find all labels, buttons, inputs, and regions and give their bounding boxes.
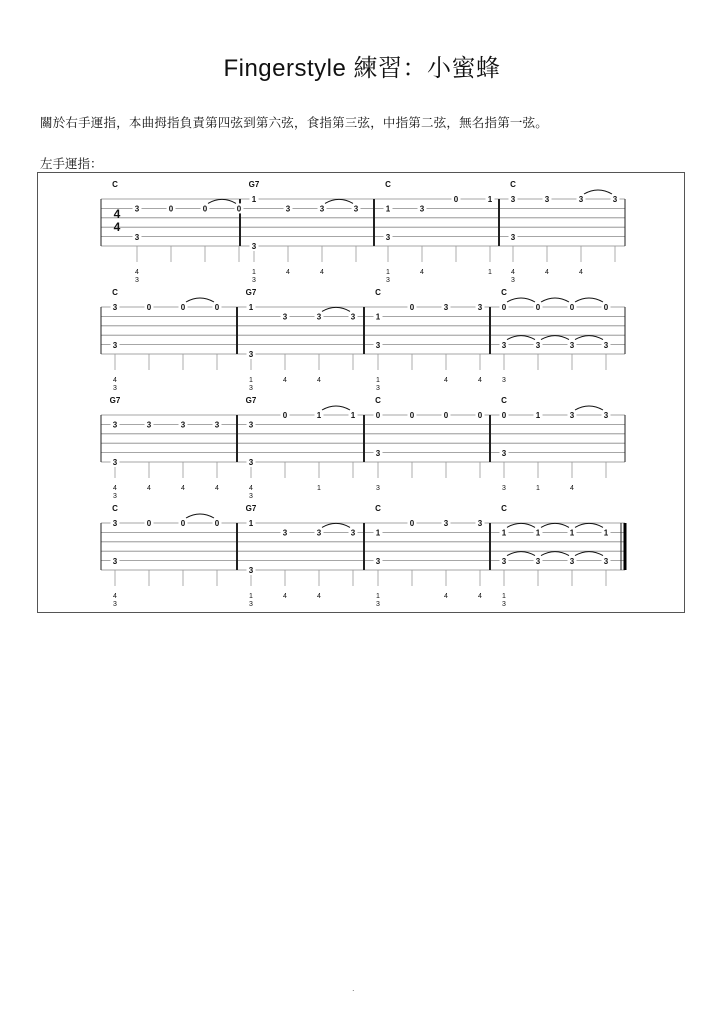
fret-number: 3: [443, 519, 449, 529]
left-hand-finger: 3: [376, 601, 380, 608]
fret-number: 0: [535, 303, 541, 313]
fret-number: 3: [578, 195, 584, 205]
fret-number: 3: [112, 519, 118, 529]
left-hand-finger: 3: [113, 493, 117, 500]
left-hand-finger: 3: [502, 377, 506, 384]
left-hand-finger: 1: [502, 593, 506, 600]
left-hand-finger: 4: [570, 485, 574, 492]
fret-number: 1: [501, 528, 507, 538]
tie-arc: [584, 190, 612, 194]
tie-arc: [541, 336, 569, 340]
left-hand-finger: 3: [113, 601, 117, 608]
fret-number: 1: [316, 411, 322, 421]
fret-number: 0: [603, 303, 609, 313]
fret-number: 3: [603, 340, 609, 350]
fret-number: 0: [180, 303, 186, 313]
left-hand-finger: 4: [444, 377, 448, 384]
tie-arc: [575, 523, 603, 527]
left-hand-finger: 4: [249, 485, 253, 492]
chord-name: C: [385, 180, 391, 189]
left-hand-finger: 4: [444, 593, 448, 600]
left-hand-finger: 3: [376, 485, 380, 492]
tablature-frame: [37, 172, 685, 613]
left-hand-finger: 1: [249, 593, 253, 600]
fret-number: 0: [202, 204, 208, 214]
fret-number: 3: [282, 528, 288, 538]
fret-number: 3: [248, 458, 254, 468]
fret-number: 3: [248, 420, 254, 430]
fret-number: 0: [214, 519, 220, 529]
fret-number: 0: [146, 519, 152, 529]
fret-number: 0: [236, 204, 242, 214]
left-hand-finger: 4: [113, 593, 117, 600]
left-hand-finger: 3: [252, 277, 256, 284]
tie-arc: [186, 514, 214, 518]
fret-number: 1: [251, 195, 257, 205]
left-hand-finger: 3: [249, 601, 253, 608]
fret-number: 3: [510, 195, 516, 205]
fret-number: 1: [248, 519, 254, 529]
tie-arc: [507, 298, 535, 302]
tie-arc: [541, 298, 569, 302]
fret-number: 3: [350, 528, 356, 538]
fret-number: 3: [501, 448, 507, 458]
left-hand-finger: 4: [579, 269, 583, 276]
tie-arc: [575, 552, 603, 556]
left-hand-finger: 4: [147, 485, 151, 492]
left-hand-finger: 4: [320, 269, 324, 276]
fret-number: 1: [569, 528, 575, 538]
left-hand-finger: 1: [386, 269, 390, 276]
left-hand-finger: 3: [502, 601, 506, 608]
chord-name: C: [375, 504, 381, 513]
left-hand-finger: 4: [317, 377, 321, 384]
fret-number: 0: [282, 411, 288, 421]
fret-number: 1: [375, 312, 381, 322]
left-hand-finger: 4: [283, 593, 287, 600]
left-hand-finger: 3: [135, 277, 139, 284]
time-signature-bottom: 4: [113, 220, 121, 234]
tie-arc: [325, 199, 353, 203]
left-hand-finger: 4: [215, 485, 219, 492]
chord-name: C: [375, 288, 381, 297]
chord-name: C: [501, 396, 507, 405]
fret-number: 3: [112, 420, 118, 430]
fret-number: 3: [477, 303, 483, 313]
left-hand-finger: 4: [283, 377, 287, 384]
fret-number: 1: [375, 528, 381, 538]
chord-name: G7: [245, 396, 257, 405]
chord-name: C: [375, 396, 381, 405]
fret-number: 3: [180, 420, 186, 430]
fret-number: 3: [477, 519, 483, 529]
chord-name: G7: [248, 180, 260, 189]
left-hand-finger: 1: [488, 269, 492, 276]
fret-number: 0: [409, 411, 415, 421]
fret-number: 0: [214, 303, 220, 313]
left-hand-finger: 4: [113, 377, 117, 384]
fret-number: 0: [453, 195, 459, 205]
fret-number: 3: [603, 556, 609, 566]
fret-number: 3: [612, 195, 618, 205]
page-title: Fingerstyle 練習：小蜜蜂: [223, 55, 501, 82]
chord-name: C: [501, 504, 507, 513]
fret-number: 3: [112, 340, 118, 350]
fret-number: 3: [385, 232, 391, 242]
left-hand-finger: 4: [113, 485, 117, 492]
fret-number: 3: [282, 312, 288, 322]
fret-number: 3: [214, 420, 220, 430]
chord-name: G7: [245, 288, 257, 297]
fret-number: 3: [251, 242, 257, 252]
fret-number: 3: [419, 204, 425, 214]
fret-number: 0: [409, 303, 415, 313]
fret-number: 3: [350, 312, 356, 322]
left-hand-finger: 4: [317, 593, 321, 600]
tie-arc: [186, 298, 214, 302]
tablature-score: [38, 173, 684, 612]
fret-number: 3: [112, 303, 118, 313]
left-hand-finger: 3: [502, 485, 506, 492]
fret-number: 3: [569, 411, 575, 421]
fret-number: 3: [375, 556, 381, 566]
left-hand-finger: 4: [511, 269, 515, 276]
fret-number: 3: [501, 556, 507, 566]
fret-number: 3: [285, 204, 291, 214]
left-hand-finger: 3: [511, 277, 515, 284]
fret-number: 3: [134, 232, 140, 242]
time-signature-top: 4: [113, 207, 121, 221]
fret-number: 3: [353, 204, 359, 214]
left-hand-finger: 4: [545, 269, 549, 276]
tie-arc: [541, 523, 569, 527]
footer-mark: .: [352, 984, 355, 993]
fret-number: 3: [510, 232, 516, 242]
fret-number: 3: [248, 350, 254, 360]
fret-number: 3: [569, 340, 575, 350]
left-hand-finger: 4: [181, 485, 185, 492]
fret-number: 3: [569, 556, 575, 566]
tie-arc: [507, 336, 535, 340]
left-hand-finger: 1: [536, 485, 540, 492]
fret-number: 0: [569, 303, 575, 313]
left-hand-finger: 3: [113, 385, 117, 392]
fret-number: 0: [443, 411, 449, 421]
chord-name: G7: [109, 396, 121, 405]
fret-number: 0: [501, 411, 507, 421]
left-hand-finger: 3: [386, 277, 390, 284]
fret-number: 3: [319, 204, 325, 214]
fret-number: 1: [487, 195, 493, 205]
fret-number: 3: [535, 340, 541, 350]
tie-arc: [575, 298, 603, 302]
tie-arc: [507, 523, 535, 527]
fret-number: 1: [535, 411, 541, 421]
tie-arc: [575, 336, 603, 340]
chord-name: C: [112, 504, 118, 513]
fret-number: 0: [477, 411, 483, 421]
fret-number: 3: [134, 204, 140, 214]
fret-number: 3: [501, 340, 507, 350]
chord-name: C: [501, 288, 507, 297]
fret-number: 3: [443, 303, 449, 313]
fret-number: 3: [316, 312, 322, 322]
fret-number: 3: [544, 195, 550, 205]
tie-arc: [322, 406, 350, 410]
tie-arc: [541, 552, 569, 556]
fret-number: 3: [375, 340, 381, 350]
left-hand-finger: 1: [317, 485, 321, 492]
tie-arc: [575, 406, 603, 410]
fret-number: 3: [146, 420, 152, 430]
left-hand-finger: 4: [420, 269, 424, 276]
tie-arc: [322, 307, 350, 311]
chord-name: C: [510, 180, 516, 189]
fret-number: 0: [501, 303, 507, 313]
chord-name: C: [112, 180, 118, 189]
left-hand-finger: 4: [286, 269, 290, 276]
left-hand-finger: 4: [135, 269, 139, 276]
fret-number: 3: [316, 528, 322, 538]
left-hand-finger: 1: [252, 269, 256, 276]
tie-arc: [208, 199, 236, 203]
fret-number: 1: [535, 528, 541, 538]
fret-number: 3: [535, 556, 541, 566]
fret-number: 3: [375, 448, 381, 458]
fret-number: 3: [603, 411, 609, 421]
fret-number: 0: [168, 204, 174, 214]
chord-name: G7: [245, 504, 257, 513]
fret-number: 1: [385, 204, 391, 214]
fret-number: 3: [112, 458, 118, 468]
left-hand-finger: 4: [478, 377, 482, 384]
tie-arc: [507, 552, 535, 556]
fret-number: 3: [112, 556, 118, 566]
left-hand-label: 左手運指：: [40, 156, 103, 171]
left-hand-finger: 1: [249, 377, 253, 384]
intro-paragraph: 關於右手運指，本曲拇指負責第四弦到第六弦，食指第三弦，中指第二弦，無名指第一弦。: [40, 115, 549, 130]
fret-number: 0: [409, 519, 415, 529]
fret-number: 0: [146, 303, 152, 313]
left-hand-finger: 4: [478, 593, 482, 600]
left-hand-finger: 1: [376, 593, 380, 600]
fret-number: 3: [248, 566, 254, 576]
left-hand-finger: 1: [376, 377, 380, 384]
tie-arc: [322, 523, 350, 527]
fret-number: 0: [375, 411, 381, 421]
fret-number: 0: [180, 519, 186, 529]
left-hand-finger: 3: [376, 385, 380, 392]
chord-name: C: [112, 288, 118, 297]
fret-number: 1: [350, 411, 356, 421]
fret-number: 1: [603, 528, 609, 538]
fret-number: 1: [248, 303, 254, 313]
left-hand-finger: 3: [249, 493, 253, 500]
left-hand-finger: 3: [249, 385, 253, 392]
